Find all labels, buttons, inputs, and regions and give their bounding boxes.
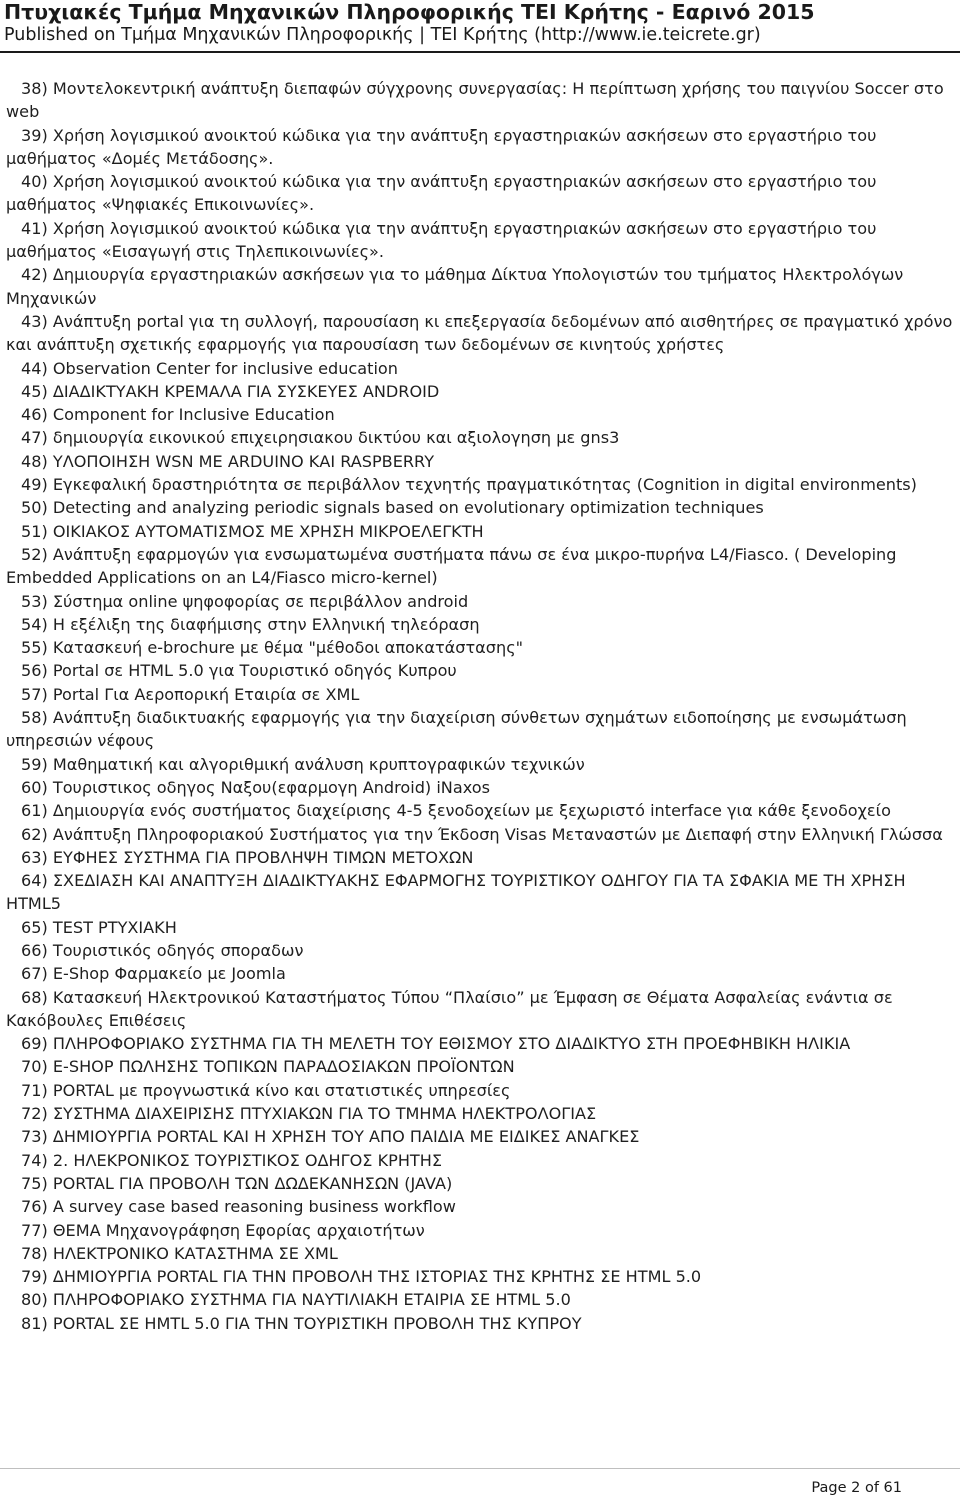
list-item: 81) PORTAL ΣΕ HMTL 5.0 ΓΙΑ ΤΗΝ ΤΟΥΡΙΣΤΙΚΗ ΠΡΟΒΟΛΗ ΤΗΣ ΚΥΠΡΟΥ <box>21 1313 582 1333</box>
list-item: 61) Δημιουργία ενός συστήματος διαχείρισης 4-5 ξενοδοχείων με ξεχωριστό interface για κάθε ξενοδοχείο <box>21 801 891 821</box>
list-item: 45) ΔΙΑΔΙΚΤΥΑΚΗ ΚΡΕΜΑΛΑ ΓΙΑ ΣΥΣΚΕΥΕΣ ANDROID <box>21 381 440 401</box>
list-item: 71) PORTAL με προγνωστικά κίνο και στατιστικές υπηρεσίες <box>21 1080 511 1100</box>
list-item: 52) Ανάπτυξη εφαρμογών για ενσωματωμένα συστήματα πάνω σε ένα μικρο-πυρήνα L4/Fiasco. ( Developing Embedded Applications on an L4/Fiasco micro-kernel) <box>6 544 897 588</box>
list-item: 50) Detecting and analyzing periodic signals based on evolutionary optimization techniques <box>21 498 764 518</box>
list-item: 80) ΠΛΗΡΟΦΟΡΙΑΚΟ ΣΥΣΤΗΜΑ ΓΙΑ ΝΑΥΤΙΛΙΑΚΗ ΕΤΑΙΡΙΑ ΣΕ HTML 5.0 <box>21 1290 571 1310</box>
list-item: 38) Μοντελοκεντρική ανάπτυξη διεπαφών σύγχρονης συνεργασίας: Η περίπτωση χρήσης του παιγνίου Soccer στο web <box>6 79 944 122</box>
list-item: 57) Portal Για Αεροπορική Εταιρία σε XML <box>21 684 360 704</box>
list-item: 39) Χρήση λογισμικού ανοικτού κώδικα για την ανάπτυξη εργαστηριακών ασκήσεων στο εργαστήριο του μαθήματος «Δομές Μετάδοσης». <box>6 125 877 168</box>
list-item: 67) E-Shop Φαρμακείο με Joomla <box>21 964 286 984</box>
list-item: 49) Εγκεφαλική δραστηριότητα σε περιβάλλον τεχνητής πραγματικότητας (Cognition in digital environments) <box>21 475 917 495</box>
list-item: 73) ΔΗΜΙΟΥΡΓΙΑ PORTAL ΚΑΙ Η ΧΡΗΣΗ ΤΟΥ ΑΠΟ ΠΑΙΔΙΑ ΜΕ ΕΙΔΙΚΕΣ ΑΝΑΓΚΕΣ <box>21 1127 640 1147</box>
list-item: 78) ΗΛΕΚΤΡΟΝΙΚΟ ΚΑΤΑΣΤΗΜΑ ΣΕ XML <box>21 1243 338 1263</box>
list-item: 40) Χρήση λογισμικού ανοικτού κώδικα για την ανάπτυξη εργαστηριακών ασκήσεων στο εργαστήριο του μαθήματος «Ψηφιακές Επικοινωνίες». <box>6 172 877 215</box>
list-item: 74) 2. ΗΛΕΚΡΟΝΙΚΟΣ ΤΟΥΡΙΣΤΙΚΟΣ ΟΔΗΓΟΣ ΚΡΗΤΗΣ <box>21 1150 443 1170</box>
list-item: 62) Ανάπτυξη Πληροφοριακού Συστήματος για την Έκδοση Visas Μεταναστών με Διεπαφή στην Ελληνική Γλώσσα <box>21 824 943 844</box>
list-item: 54) Η εξέλιξη της διαφήμισης στην Ελληνική τηλεόραση <box>21 614 480 634</box>
list-item: 76) A survey case based reasoning business workflow <box>21 1197 456 1217</box>
list-item: 47) δημιουργία εικονικού επιχειρησιακου δικτύου και αξιολογηση με gns3 <box>21 428 620 448</box>
list-item: 79) ΔΗΜΙΟΥΡΓΙΑ PORTAL ΓΙΑ ΤΗΝ ΠΡΟΒΟΛΗ ΤΗΣ ΙΣΤΟΡΙΑΣ ΤΗΣ ΚΡΗΤΗΣ ΣΕ HTML 5.0 <box>21 1267 702 1287</box>
list-item: 56) Portal σε HTML 5.0 για Τουριστικό οδηγός Κυπρου <box>21 661 457 681</box>
list-item: 46) Component for Inclusive Education <box>21 405 335 425</box>
list-item: 66) Τουριστικός οδηγός σποραδων <box>21 940 304 960</box>
list-item: 51) ΟΙΚΙΑΚΟΣ ΑΥΤΟΜΑΤΙΣΜΟΣ ΜΕ ΧΡΗΣΗ ΜΙΚΡΟΕΛΕΓΚΤΗ <box>21 521 484 541</box>
list-item: 59) Μαθηματική και αλγοριθμική ανάλυση κρυπτογραφικών τεχνικών <box>21 754 585 774</box>
list-item: 70) E-SHOP ΠΩΛΗΣΗΣ ΤΟΠΙΚΩΝ ΠΑΡΑΔΟΣΙΑΚΩΝ ΠΡΟΪΟΝΤΩΝ <box>21 1057 515 1077</box>
list-item: 44) Observation Center for inclusive education <box>21 358 398 378</box>
list-item: 48) ΥΛΟΠΟΙΗΣΗ WSN ΜΕ ARDUINO ΚΑΙ RASPBERRY <box>21 451 435 471</box>
list-item: 41) Χρήση λογισμικού ανοικτού κώδικα για την ανάπτυξη εργαστηριακών ασκήσεων στο εργαστήριο του μαθήματος «Εισαγωγή στις Τηλεπικοινωνίες». <box>6 218 877 262</box>
published-on-line: Published on Τμήμα Μηχανικών Πληροφορικής | ΤΕΙ Κρήτης (http://www.ie.teicrete.gr) <box>4 25 761 45</box>
list-item: 69) ΠΛΗΡΟΦΟΡΙΑΚΟ ΣΥΣΤΗΜΑ ΓΙΑ ΤΗ ΜΕΛΕΤΗ ΤΟΥ ΕΘΙΣΜΟΥ ΣΤΟ ΔΙΑΔΙΚΤΥΟ ΣΤΗ ΠΡΟΕΦΗΒΙΚΗ ΗΛΙΚΙΑ <box>21 1034 851 1054</box>
list-item: 63) ΕΥΦΗΕΣ ΣΥΣΤΗΜΑ ΓΙΑ ΠΡΟΒΛΗΨΗ ΤΙΜΩΝ ΜΕΤΟΧΩΝ <box>21 847 474 867</box>
list-item: 60) Τουριστικος οδηγος Ναξου(εφαρμογη Android) iNaxos <box>21 777 490 797</box>
page-title: Πτυχιακές Τμήμα Μηχανικών Πληροφορικής ΤΕΙ Κρήτης - Εαρινό 2015 <box>4 0 815 24</box>
list-item: 64) ΣΧΕΔΙΑΣΗ ΚΑΙ ΑΝΑΠΤΥΞΗ ΔΙΑΔΙΚΤΥΑΚΗΣ ΕΦΑΡΜΟΓΗΣ ΤΟΥΡΙΣΤΙΚΟΥ ΟΔΗΓΟΥ ΓΙΑ ΤΑ ΣΦΑΚΙΑ ΜΕ ΤΗ ΧΡΗΣΗ HTML5 <box>6 871 906 914</box>
footer-divider <box>0 1468 960 1469</box>
list-item: 43) Ανάπτυξη portal για τη συλλογή, παρουσίαση κι επεξεργασία δεδομένων από αισθητήρες σε πραγματικό χρόνο και ανάπτυξη σχετικής εφαρμογής για παρουσίαση των δεδομένων σε κινητούς χρήστες <box>6 311 953 355</box>
list-item: 72) ΣΥΣΤΗΜΑ ΔΙΑΧΕΙΡΙΣΗΣ ΠΤΥΧΙΑΚΩΝ ΓΙΑ ΤΟ ΤΜΗΜΑ ΗΛΕΚΤΡΟΛΟΓΙΑΣ <box>21 1104 597 1124</box>
list-item: 68) Κατασκευή Ηλεκτρονικού Καταστήματος Τύπου “Πλαίσιο” με Έμφαση σε Θέματα Ασφαλείας ενάντια σε Κακόβουλες Επιθέσεις <box>6 987 893 1030</box>
header-divider <box>0 51 960 53</box>
list-item: 55) Κατασκευή e-brochure με θέμα "μέθοδοι αποκατάστασης" <box>21 638 524 658</box>
thesis-list <box>6 77 956 1335</box>
list-item: 58) Ανάπτυξη διαδικτυακής εφαρμογής για την διαχείριση σύνθετων σχημάτων ειδοποίησης με ενσωμάτωση υπηρεσιών νέφους <box>6 708 907 751</box>
list-item: 77) ΘΕΜΑ Μηχανογράφηση Εφορίας αρχαιοτήτων <box>21 1220 425 1240</box>
list-item: 53) Σύστημα online ψηφοφορίας σε περιβάλλον android <box>21 591 469 611</box>
list-item: 75) PORTAL ΓΙΑ ΠΡΟΒΟΛΗ ΤΩΝ ΔΩΔΕΚΑΝΗΣΩΝ (JAVA) <box>21 1173 453 1193</box>
list-item: 65) TEST ΡΤΥΧΙΑΚΗ <box>21 917 177 937</box>
list-item: 42) Δημιουργία εργαστηριακών ασκήσεων για το μάθημα Δίκτυα Υπολογιστών του τμήματος Ηλεκτρολόγων Μηχανικών <box>6 265 904 308</box>
page-number: Page 2 of 61 <box>811 1480 902 1496</box>
